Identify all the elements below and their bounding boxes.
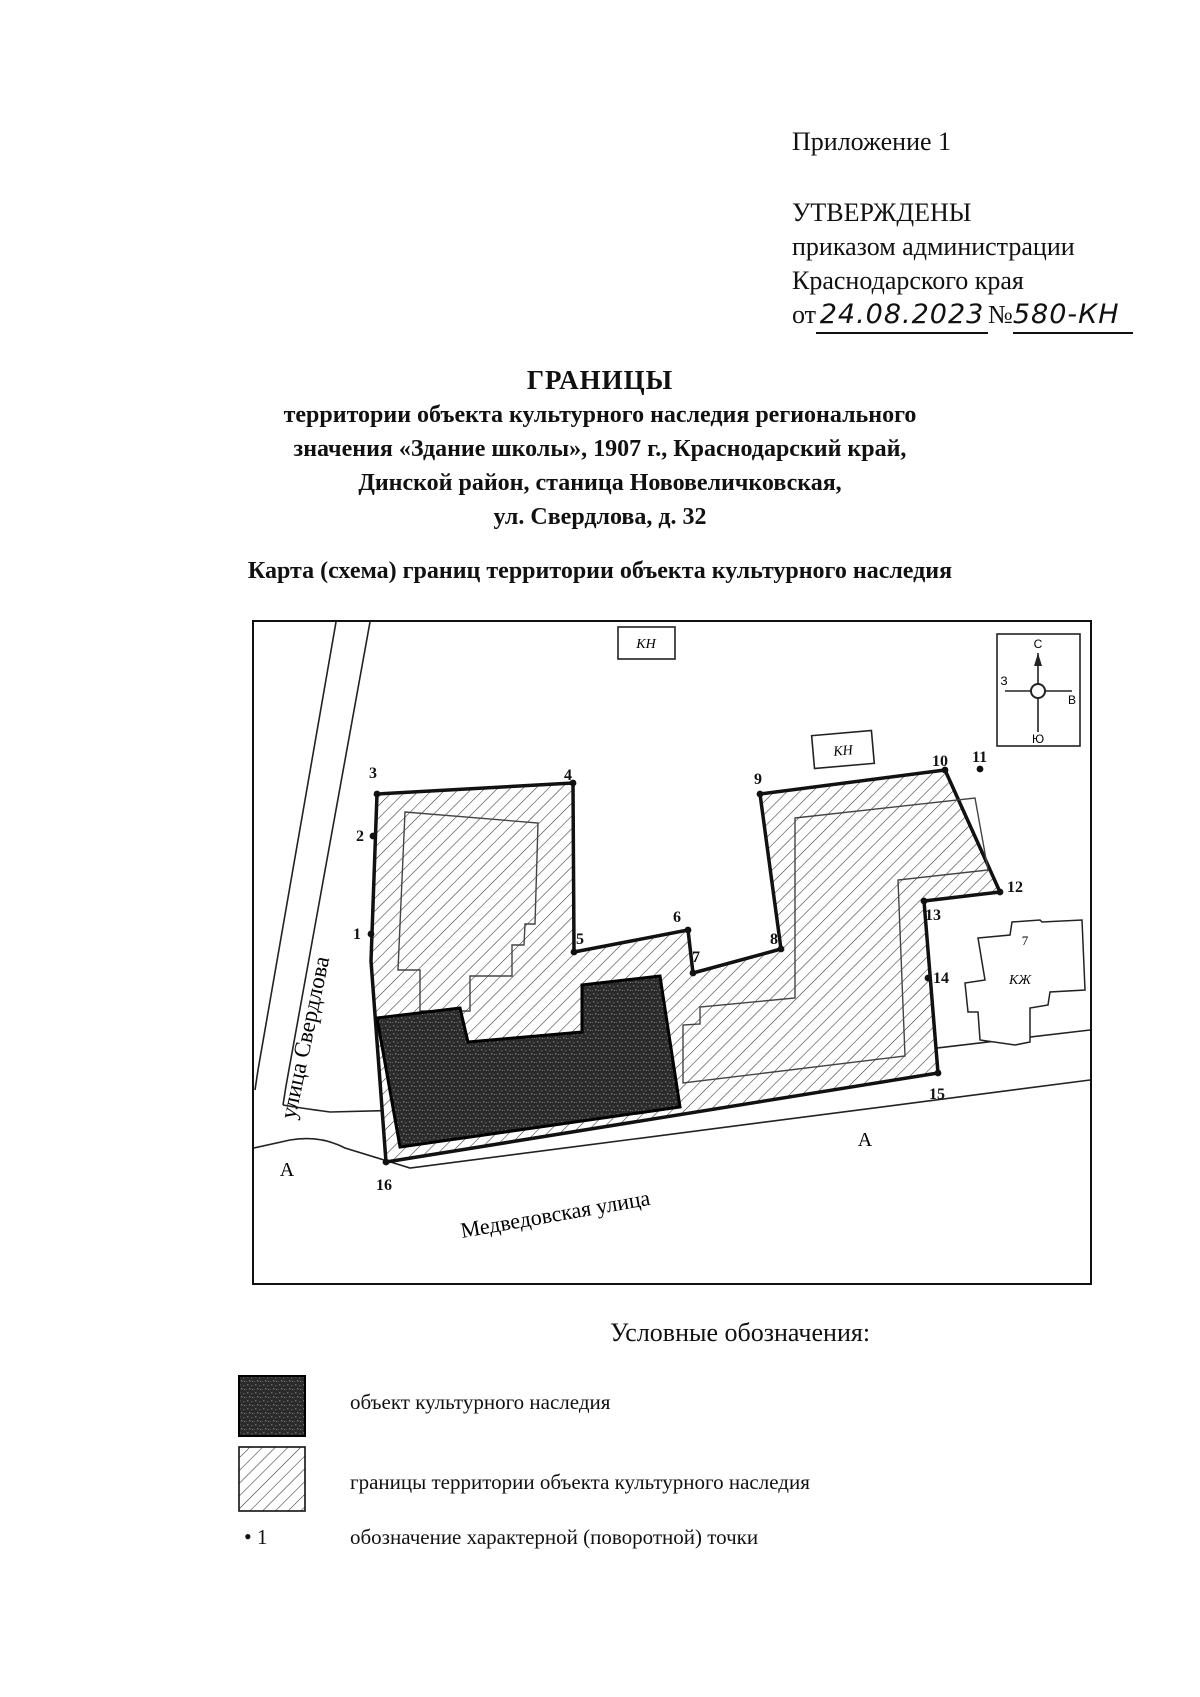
approval-date-line xyxy=(792,298,1133,334)
point-label-11: 11 xyxy=(972,749,988,766)
point-marker-12 xyxy=(997,889,1004,896)
compass-w: З xyxy=(1000,674,1008,688)
appendix-label: Приложение 1 xyxy=(792,127,952,156)
point-label-9: 9 xyxy=(754,771,762,788)
point-marker-1 xyxy=(368,931,375,938)
legend-territory-text: границы территории объекта культурного наследия xyxy=(350,1470,810,1494)
kn-top-label: КН xyxy=(636,637,656,652)
compass-n: С xyxy=(1033,637,1043,651)
boundary-map xyxy=(252,620,1092,1285)
number-prefix: № xyxy=(988,300,1013,329)
point-label-5: 5 xyxy=(576,931,584,948)
legend-point-symbol-label: 1 xyxy=(256,1525,268,1549)
title-line-1: территории объекта культурного наследия регионального xyxy=(283,402,917,428)
point-marker-8 xyxy=(778,946,785,953)
number-handwritten: 580-КН xyxy=(1013,298,1133,334)
point-label-12: 12 xyxy=(1007,879,1023,896)
title-line-4: ул. Свердлова, д. 32 xyxy=(493,504,707,530)
road-mark-right: А xyxy=(857,1129,873,1151)
point-marker-5 xyxy=(571,949,578,956)
point-label-3: 3 xyxy=(369,765,377,782)
point-label-10: 10 xyxy=(932,753,948,770)
point-label-15: 15 xyxy=(929,1086,945,1103)
approved-label: УТВЕРЖДЕНЫ xyxy=(792,198,972,227)
street-medvedovskaya-label: Медведовская улица xyxy=(458,1184,652,1243)
approval-line-1: приказом администрации xyxy=(792,232,1075,261)
legend-heritage-text: объект культурного наследия xyxy=(350,1390,611,1414)
document-title xyxy=(0,362,1200,534)
point-label-2: 2 xyxy=(356,828,364,845)
point-marker-11 xyxy=(977,766,984,773)
title-main: ГРАНИЦЫ xyxy=(526,365,674,395)
legend-point-symbol xyxy=(244,1524,267,1550)
point-label-14: 14 xyxy=(933,970,949,987)
point-marker-9 xyxy=(757,791,764,798)
kzh-number-label: 7 xyxy=(1021,933,1029,948)
point-marker-16 xyxy=(383,1159,390,1166)
legend-point-text: обозначение характерной (поворотной) точки xyxy=(350,1525,759,1549)
kn-right-label: КН xyxy=(832,743,854,760)
point-marker-14 xyxy=(925,975,932,982)
road-mark-left: А xyxy=(279,1159,295,1181)
point-label-1: 1 xyxy=(353,926,361,943)
title-line-2: значения «Здание школы», 1907 г., Краснодарский край, xyxy=(293,436,907,462)
legend-territory-swatch xyxy=(238,1446,306,1512)
street-sverdlova-label: улица Свердлова xyxy=(275,953,335,1122)
approval-line-2: Краснодарского края xyxy=(792,266,1024,295)
point-marker-3 xyxy=(374,791,381,798)
date-handwritten: 24.08.2023 xyxy=(816,298,988,334)
legend-heritage-swatch xyxy=(238,1375,306,1437)
point-label-6: 6 xyxy=(673,909,681,926)
point-label-8: 8 xyxy=(770,931,778,948)
point-label-13: 13 xyxy=(925,907,941,924)
point-label-16: 16 xyxy=(376,1177,392,1194)
point-marker-2 xyxy=(370,833,377,840)
map-caption: Карта (схема) границ территории объекта культурного наследия xyxy=(247,558,953,584)
title-line-3: Динской район, станица Нововеличковская, xyxy=(358,470,842,496)
kzh-label: КЖ xyxy=(1008,973,1032,988)
compass-s: Ю xyxy=(1031,732,1045,746)
point-marker-7 xyxy=(690,970,697,977)
compass-e: В xyxy=(1067,693,1077,707)
point-label-4: 4 xyxy=(564,767,572,784)
point-marker-6 xyxy=(685,927,692,934)
legend-point-dot: • xyxy=(244,1524,252,1549)
point-label-7: 7 xyxy=(692,949,700,966)
legend-title: Условные обозначения: xyxy=(610,1318,871,1347)
point-marker-13 xyxy=(921,898,928,905)
date-prefix: от xyxy=(792,300,817,329)
point-marker-15 xyxy=(935,1070,942,1077)
